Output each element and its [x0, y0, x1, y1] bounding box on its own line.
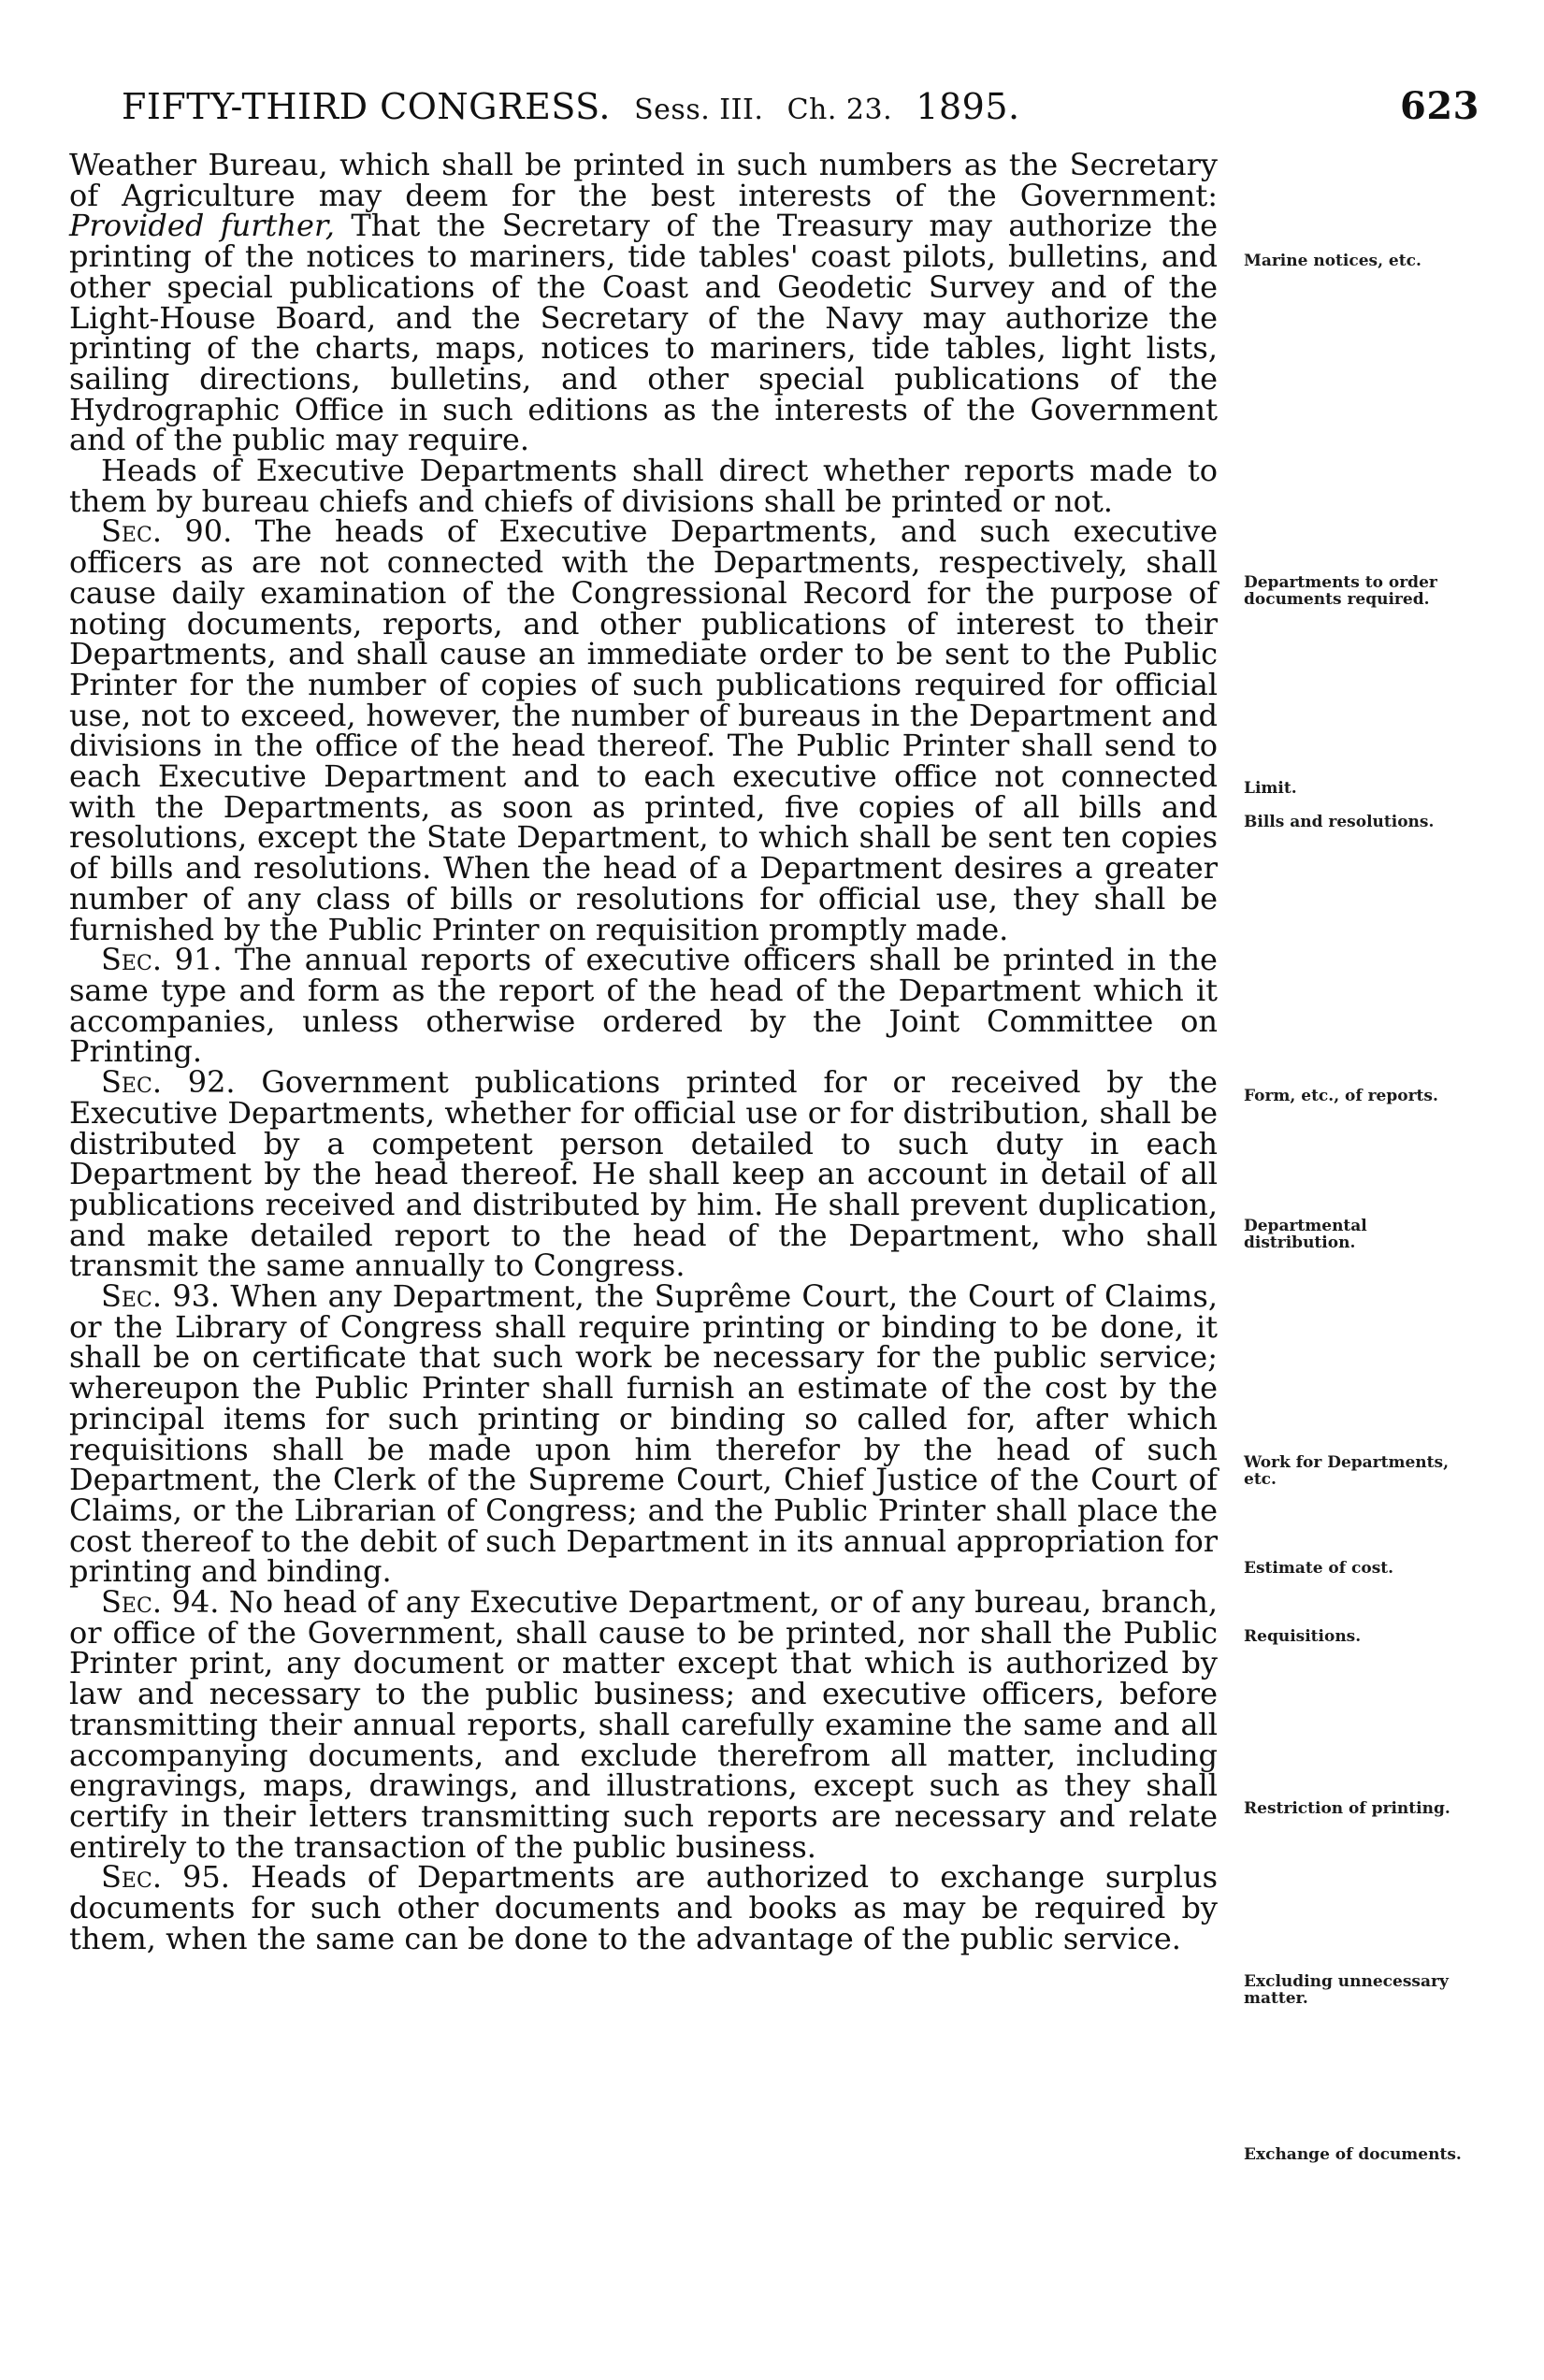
margin-note: Form, etc., of reports. — [1244, 1087, 1438, 1105]
header-session: Sess. III. — [634, 94, 764, 126]
margin-note: Work for Departments, etc. — [1244, 1453, 1449, 1489]
section-93: Sec. 93. When any Department, the Suprême Court, the Court of Claims, or the Library of Congress shall require printing or binding to be done, it shall be on certificate that such work be necessary for the public service; whereupon the Public Printer shall furnish an estimate of the cost by the principal items for such printing or binding so called for, after which requisitions shall be made upon him therefor by the head of such Department, the Clerk of the Supreme Court, Chief Justice of the Court of Claims, or the Librarian of Congress; and the Public Printer shall place the cost thereof to the debit of such Department in its annual appropriation for printing and binding. — [69, 1278, 1218, 1590]
section-94-label: Sec. 94. — [101, 1584, 220, 1621]
section-92-label: Sec. 92. — [101, 1064, 236, 1101]
section-93-label: Sec. 93. — [101, 1278, 221, 1315]
margin-note: Excluding unnecessary matter. — [1244, 1972, 1449, 2008]
section-94: Sec. 94. No head of any Executive Department, or of any bureau, branch, or office of the Government, shall cause to be printed, nor shall the Public Printer print, any document or matter except that which is authorized by law and necessary to the public business; and executive officers, before transmitting their annual reports, shall carefully examine the same and all accompanying documents, and exclude therefrom all matter, including engravings, maps, drawings, and illustrations, except such as they shall certify in their letters transmitting such reports are necessary and relate entirely to the transaction of the public business. — [69, 1584, 1218, 1865]
margin-note: Estimate of cost. — [1244, 1559, 1394, 1578]
section-95-label: Sec. 95. — [101, 1859, 230, 1896]
margin-note: Marine notices, etc. — [1244, 252, 1421, 270]
page-number: 623 — [1400, 84, 1479, 128]
section-91: Sec. 91. The annual reports of executive officers shall be printed in the same type and form as the report of the head of the Department which it accompanies, unless otherwise ordered by the Joint Committee on Printing. — [69, 942, 1218, 1070]
statute-body — [69, 147, 1219, 1956]
margin-note: Exchange of documents. — [1244, 2145, 1462, 2164]
proviso-label: Provided further, — [69, 208, 335, 244]
section-91-label: Sec. 91. — [101, 942, 223, 978]
section-90: Sec. 90. The heads of Executive Departments, and such executive officers as are not connected with the Departments, respectively, shall cause daily examination of the Congressional Record for the purpose of noting documents, reports, and other publications of interest to their Departments, and shall cause an immediate order to be sent to the Public Printer for the number of copies of such publications required for official use, not to exceed, however, the number of bureaus in the Department and divisions in the office of the head thereof. The Public Printer shall send to each Executive Department and to each executive office not connected with the Departments, as soon as printed, five copies of all bills and resolutions, except the State Department, to which shall be sent ten copies of bills and resolutions. When the head of a Department desires a greater number of any class of bills or resolutions for official use, they shall be furnished by the Public Printer on requisition promptly made. — [69, 513, 1219, 947]
margin-note: Bills and resolutions. — [1244, 813, 1435, 831]
page-header — [122, 80, 1479, 133]
section-92: Sec. 92. Government publications printed for or received by the Executive Departments, whether for official use or for distribution, shall be distributed by a competent person detailed to such duty in each Department by the head thereof. He shall keep an account in detail of all publications received and distributed by him. He shall prevent duplication, and make detailed report to the head of the Department, who shall transmit the same annually to Congress. — [69, 1064, 1218, 1284]
header-year: 1895. — [916, 86, 1020, 127]
paragraph-weather-bureau: Weather Bureau, which shall be printed in such numbers as the Secretary of Agriculture may deem for the best interests of the Government: Provided further, That the Secretary of the Treasury may authorize the printing of the notices to mariners, tide tables' coast pilots, bulletins, and other special publications of the Coast and Geodetic Survey and of the Light-House Board, and the Secretary of the Navy may authorize the printing of the charts, maps, notices to mariners, tide tables, light lists, sailing directions, bulletins, and other special publications of the Hydrographic Office in such editions as the interests of the Government and of the public may require. — [69, 147, 1219, 458]
header-congress: FIFTY-THIRD CONGRESS. — [122, 86, 611, 127]
section-95: Sec. 95. Heads of Departments are authorized to exchange surplus documents for such other documents and books as may be required by them, when the same can be done to the advantage of the public service. — [69, 1859, 1218, 1956]
margin-note: Limit. — [1244, 779, 1297, 798]
margin-note: Departments to order documents required. — [1244, 573, 1437, 609]
margin-note: Departmental distribution. — [1244, 1217, 1367, 1252]
paragraph-reports-directive: Heads of Executive Departments shall direct whether reports made to them by bureau chiefs and chiefs of divisions shall be printed or not. — [69, 453, 1218, 519]
header-chapter: Ch. 23. — [786, 94, 893, 126]
section-90-label: Sec. 90. — [101, 513, 233, 550]
margin-note: Restriction of printing. — [1244, 1799, 1450, 1818]
margin-note: Requisitions. — [1244, 1627, 1362, 1646]
